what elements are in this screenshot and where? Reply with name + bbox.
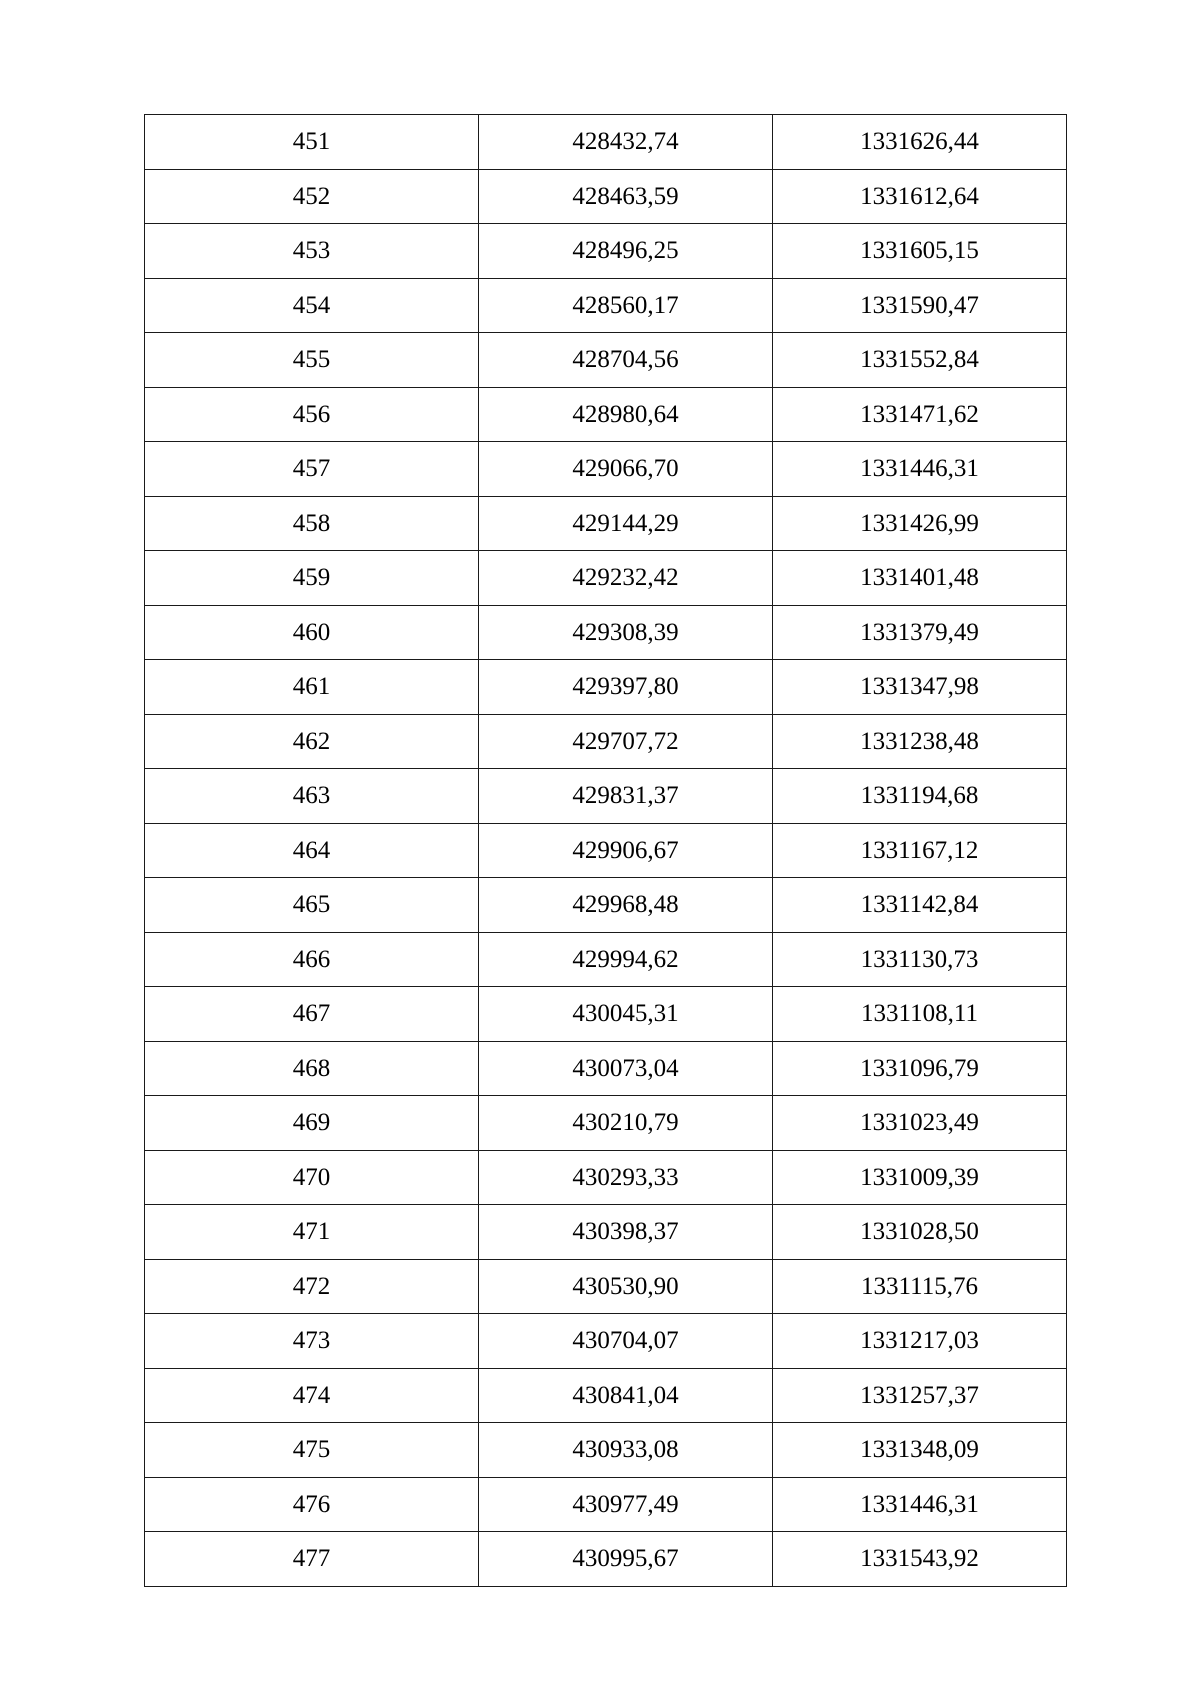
x-coordinate-cell: 428980,64 xyxy=(479,387,773,442)
point-number-cell: 474 xyxy=(145,1368,479,1423)
point-number-cell: 463 xyxy=(145,769,479,824)
x-coordinate-cell: 429831,37 xyxy=(479,769,773,824)
y-coordinate-cell: 1331096,79 xyxy=(773,1041,1067,1096)
table-row xyxy=(145,496,1067,551)
y-coordinate-cell: 1331626,44 xyxy=(773,115,1067,170)
y-coordinate-cell: 1331590,47 xyxy=(773,278,1067,333)
table-row xyxy=(145,932,1067,987)
x-coordinate-cell: 428463,59 xyxy=(479,169,773,224)
point-number-cell: 466 xyxy=(145,932,479,987)
point-number-cell: 456 xyxy=(145,387,479,442)
point-number-cell: 465 xyxy=(145,878,479,933)
x-coordinate-cell: 430704,07 xyxy=(479,1314,773,1369)
x-coordinate-cell: 429707,72 xyxy=(479,714,773,769)
x-coordinate-cell: 430293,33 xyxy=(479,1150,773,1205)
y-coordinate-cell: 1331009,39 xyxy=(773,1150,1067,1205)
y-coordinate-cell: 1331028,50 xyxy=(773,1205,1067,1260)
y-coordinate-cell: 1331130,73 xyxy=(773,932,1067,987)
x-coordinate-cell: 428704,56 xyxy=(479,333,773,388)
point-number-cell: 455 xyxy=(145,333,479,388)
point-number-cell: 457 xyxy=(145,442,479,497)
x-coordinate-cell: 428496,25 xyxy=(479,224,773,279)
point-number-cell: 452 xyxy=(145,169,479,224)
table-row xyxy=(145,878,1067,933)
x-coordinate-cell: 430530,90 xyxy=(479,1259,773,1314)
y-coordinate-cell: 1331142,84 xyxy=(773,878,1067,933)
table-row xyxy=(145,1423,1067,1478)
point-number-cell: 468 xyxy=(145,1041,479,1096)
y-coordinate-cell: 1331471,62 xyxy=(773,387,1067,442)
x-coordinate-cell: 430841,04 xyxy=(479,1368,773,1423)
point-number-cell: 459 xyxy=(145,551,479,606)
x-coordinate-cell: 429968,48 xyxy=(479,878,773,933)
table-row xyxy=(145,1205,1067,1260)
table-row xyxy=(145,1041,1067,1096)
x-coordinate-cell: 430073,04 xyxy=(479,1041,773,1096)
table-row xyxy=(145,1259,1067,1314)
y-coordinate-cell: 1331108,11 xyxy=(773,987,1067,1042)
table-row xyxy=(145,442,1067,497)
table-row xyxy=(145,660,1067,715)
point-number-cell: 458 xyxy=(145,496,479,551)
x-coordinate-cell: 429066,70 xyxy=(479,442,773,497)
point-number-cell: 454 xyxy=(145,278,479,333)
table-row xyxy=(145,1368,1067,1423)
point-number-cell: 469 xyxy=(145,1096,479,1151)
table-row xyxy=(145,1314,1067,1369)
x-coordinate-cell: 429308,39 xyxy=(479,605,773,660)
y-coordinate-cell: 1331217,03 xyxy=(773,1314,1067,1369)
point-number-cell: 472 xyxy=(145,1259,479,1314)
x-coordinate-cell: 429144,29 xyxy=(479,496,773,551)
x-coordinate-cell: 429994,62 xyxy=(479,932,773,987)
y-coordinate-cell: 1331552,84 xyxy=(773,333,1067,388)
y-coordinate-cell: 1331605,15 xyxy=(773,224,1067,279)
y-coordinate-cell: 1331401,48 xyxy=(773,551,1067,606)
x-coordinate-cell: 430995,67 xyxy=(479,1532,773,1587)
y-coordinate-cell: 1331543,92 xyxy=(773,1532,1067,1587)
x-coordinate-cell: 430977,49 xyxy=(479,1477,773,1532)
point-number-cell: 467 xyxy=(145,987,479,1042)
table-row xyxy=(145,278,1067,333)
x-coordinate-cell: 429906,67 xyxy=(479,823,773,878)
point-number-cell: 477 xyxy=(145,1532,479,1587)
table-row xyxy=(145,169,1067,224)
coordinates-table xyxy=(144,114,1067,1587)
y-coordinate-cell: 1331379,49 xyxy=(773,605,1067,660)
point-number-cell: 461 xyxy=(145,660,479,715)
y-coordinate-cell: 1331426,99 xyxy=(773,496,1067,551)
table-row xyxy=(145,1477,1067,1532)
y-coordinate-cell: 1331238,48 xyxy=(773,714,1067,769)
x-coordinate-cell: 428432,74 xyxy=(479,115,773,170)
y-coordinate-cell: 1331167,12 xyxy=(773,823,1067,878)
table-row xyxy=(145,987,1067,1042)
point-number-cell: 462 xyxy=(145,714,479,769)
point-number-cell: 453 xyxy=(145,224,479,279)
point-number-cell: 470 xyxy=(145,1150,479,1205)
table-row xyxy=(145,823,1067,878)
point-number-cell: 451 xyxy=(145,115,479,170)
y-coordinate-cell: 1331446,31 xyxy=(773,1477,1067,1532)
y-coordinate-cell: 1331446,31 xyxy=(773,442,1067,497)
y-coordinate-cell: 1331023,49 xyxy=(773,1096,1067,1151)
coordinates-table-body xyxy=(145,115,1067,1587)
table-row xyxy=(145,224,1067,279)
table-row xyxy=(145,387,1067,442)
y-coordinate-cell: 1331612,64 xyxy=(773,169,1067,224)
point-number-cell: 471 xyxy=(145,1205,479,1260)
x-coordinate-cell: 430933,08 xyxy=(479,1423,773,1478)
x-coordinate-cell: 430210,79 xyxy=(479,1096,773,1151)
y-coordinate-cell: 1331347,98 xyxy=(773,660,1067,715)
x-coordinate-cell: 428560,17 xyxy=(479,278,773,333)
table-row xyxy=(145,1096,1067,1151)
table-row xyxy=(145,1150,1067,1205)
y-coordinate-cell: 1331115,76 xyxy=(773,1259,1067,1314)
x-coordinate-cell: 430045,31 xyxy=(479,987,773,1042)
point-number-cell: 476 xyxy=(145,1477,479,1532)
point-number-cell: 473 xyxy=(145,1314,479,1369)
y-coordinate-cell: 1331194,68 xyxy=(773,769,1067,824)
x-coordinate-cell: 430398,37 xyxy=(479,1205,773,1260)
y-coordinate-cell: 1331348,09 xyxy=(773,1423,1067,1478)
table-row xyxy=(145,115,1067,170)
table-row xyxy=(145,333,1067,388)
x-coordinate-cell: 429397,80 xyxy=(479,660,773,715)
table-row xyxy=(145,769,1067,824)
table-row xyxy=(145,1532,1067,1587)
table-row xyxy=(145,605,1067,660)
point-number-cell: 475 xyxy=(145,1423,479,1478)
point-number-cell: 464 xyxy=(145,823,479,878)
table-row xyxy=(145,551,1067,606)
table-row xyxy=(145,714,1067,769)
point-number-cell: 460 xyxy=(145,605,479,660)
y-coordinate-cell: 1331257,37 xyxy=(773,1368,1067,1423)
x-coordinate-cell: 429232,42 xyxy=(479,551,773,606)
